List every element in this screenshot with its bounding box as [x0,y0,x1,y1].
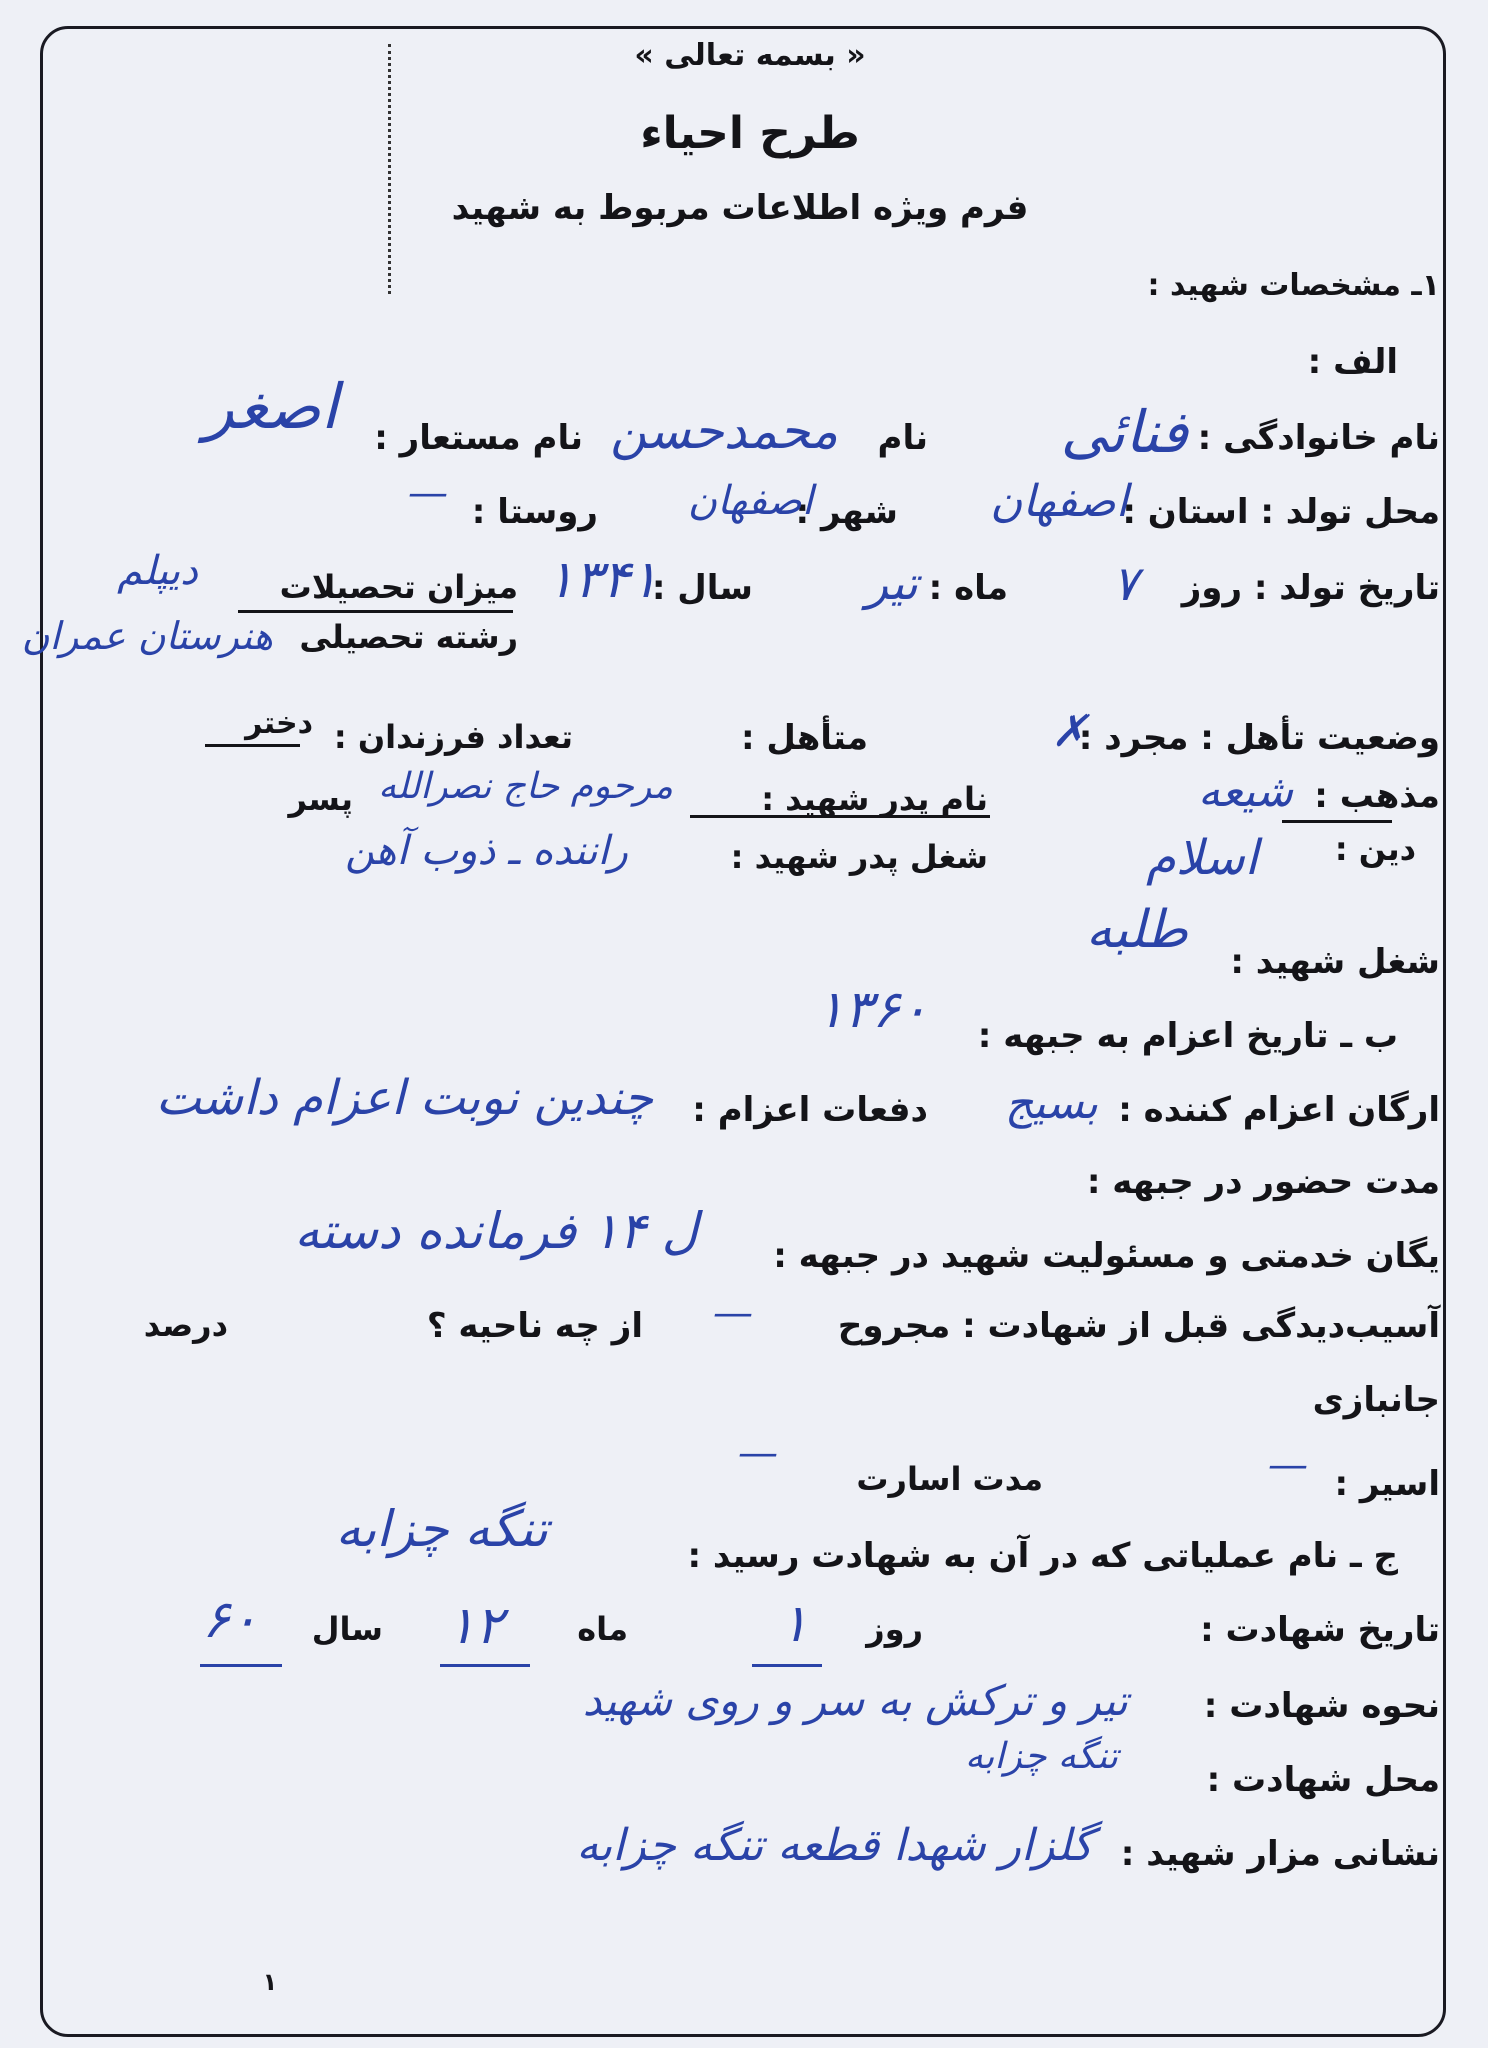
front-duration-label: مدت حضور در جبهه : [1086,1162,1440,1202]
martyr-job-label: شغل شهید : [1230,942,1440,982]
martyrdom-month-label: ماه [577,1610,628,1648]
dispatch-date-value: ۱۳۶۰ [816,980,928,1040]
dispatch-org-label: ارگان اعزام کننده : [1118,1090,1440,1130]
birthplace-label: محل تولد : استان : [1122,492,1440,532]
field-label: رشته تحصیلی [299,618,518,656]
death-year-value: ۶۰ [202,1590,258,1650]
marital-label: وضعیت تأهل : مجرد : [1078,718,1440,758]
captivity-label: مدت اسارت [856,1460,1043,1498]
sect-underline [1282,820,1392,823]
death-month-value: ۱۲ [447,1596,503,1656]
sect-value: شیعه [1198,766,1293,817]
place-value: تنگه چزابه [965,1736,1118,1777]
family-name-label: نام خانوادگی : [1197,418,1440,458]
village-value: — [408,470,448,516]
son-label: پسر [288,780,353,818]
invocation: « بسمه تعالی » [634,38,866,73]
percent-label: درصد [143,1306,228,1344]
father-name-value: مرحوم حاج نصرالله [378,766,673,807]
form-title: فرم ویژه اطلاعات مربوط به شهید [451,188,1029,228]
martyrdom-day-label: روز [866,1610,923,1648]
city-value: اصفهان [687,478,813,524]
religion-value: اسلام [1146,830,1258,886]
married-label: متأهل : [740,718,868,758]
father-name-label: نام پدر شهید : [761,780,988,818]
birth-year-label: سال : [651,568,753,608]
death-year-underline [200,1664,282,1667]
injured-value: — [713,1290,753,1336]
manner-label: نحوه شهادت : [1203,1686,1440,1726]
dotted-margin-line [388,44,391,294]
dispatch-count-label: دفعات اعزام : [692,1090,928,1130]
project-title: طرح احیاء [640,108,860,159]
death-day-underline [752,1664,822,1667]
unit-label: یگان خدمتی و مسئولیت شهید در جبهه : [773,1236,1440,1276]
dispatch-count-value: چندین نوبت اعزام داشت [155,1070,653,1126]
veteran-label: جانبازی [1312,1380,1440,1420]
single-mark: ✗ [1051,706,1088,757]
part-b-heading: ب ـ تاریخ اعزام به جبهه : [977,1016,1398,1056]
birthdate-label: تاریخ تولد : روز [1181,568,1440,608]
injury-label: آسیب‌دیدگی قبل از شهادت : مجروح [837,1306,1440,1346]
grave-value: گلزار شهدا قطعه تنگه چزابه [576,1820,1093,1871]
death-day-value: ۱ [780,1594,808,1654]
education-level-label: میزان تحصیلات [279,568,518,606]
education-value: دیپلم [117,548,198,594]
manner-value: تیر و ترکش به سر و روی شهید [582,1676,1128,1725]
martyrdom-year-label: سال [311,1610,383,1648]
grave-label: نشانی مزار شهید : [1120,1834,1440,1874]
province-value: اصفهان [990,476,1128,527]
part-c-heading: ج ـ نام عملیاتی که در آن به شهادت رسید : [687,1536,1398,1576]
dispatch-org-value: بسیج [1004,1078,1098,1129]
family-name-value: فنائی [1060,398,1188,466]
alias-value: اصغر [204,370,338,443]
birth-year-value: ۱۳۴۱ [546,550,658,610]
sect-label: مذهب : [1314,776,1440,816]
field-value: هنرستان عمران [21,614,273,658]
captive-value: — [1268,1442,1308,1488]
place-label: محل شهادت : [1206,1760,1440,1800]
birth-month-label: ماه : [928,568,1008,608]
operation-value: تنگه چزابه [335,1500,548,1558]
captivity-value: — [738,1430,778,1476]
birth-month-value: تیر [865,556,918,610]
martyrdom-date-label: تاریخ شهادت : [1200,1610,1440,1650]
father-job-value: راننده ـ ذوب آهن [345,828,628,874]
alias-label: نام مستعار : [374,418,583,458]
children-label: تعداد فرزندان : [333,718,573,756]
village-label: روستا : [471,492,598,532]
first-name-value: محمدحسن [610,402,838,460]
father-name-underline [690,815,990,818]
education-underline [238,610,513,613]
unit-value: ل ۱۴ فرمانده دسته [294,1202,698,1260]
daughter-underline [205,744,300,747]
city-label: شهر : [795,492,898,532]
death-month-underline [440,1664,530,1667]
part-a-heading: الف : [1307,342,1398,382]
page-number: ۱ [262,1968,278,1996]
captive-label: اسیر : [1334,1464,1440,1504]
religion-label: دین : [1334,830,1416,868]
martyr-job-value: طلبه [1085,900,1188,960]
birth-day-value: ۷ [1112,556,1138,612]
injury-region-label: از چه ناحیه ؟ [426,1306,643,1346]
first-name-label: نام [877,418,928,458]
father-job-label: شغل پدر شهید : [730,838,988,876]
daughter-label: دختر [245,706,313,741]
section-1-heading: ۱ـ مشخصات شهید : [1147,268,1440,303]
